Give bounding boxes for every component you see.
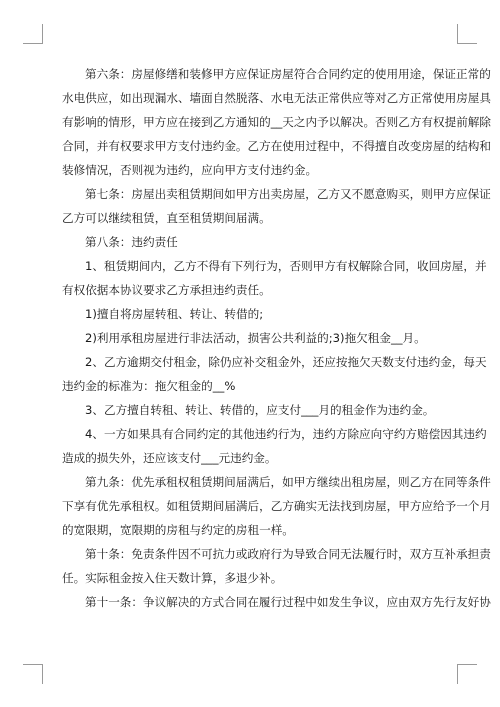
text-line: 乙方可以继续租赁，直至租赁期间届满。 bbox=[62, 211, 271, 225]
crop-mark-top-right bbox=[457, 43, 477, 44]
text-line: 第十条：免责条件因不可抗力或政府行为导致合同无法履行时，双方互补承担责 bbox=[85, 547, 491, 561]
text-line: 水电供应，如出现漏水、墙面自然脱落、水电无法正常供应等对乙方正常使用房屋具 bbox=[62, 91, 491, 105]
crop-mark-bottom-left bbox=[23, 664, 43, 665]
clause-11 bbox=[62, 594, 491, 610]
clause-8-item-2 bbox=[62, 354, 487, 394]
clause-10 bbox=[62, 546, 491, 586]
text-line: 合同，并有权要求甲方支付违约金。乙方在使用过程中，不得擅自改变房屋的结构和 bbox=[62, 139, 491, 153]
contract-text bbox=[62, 66, 491, 610]
crop-mark-top-left bbox=[23, 43, 43, 44]
text-line: 的宽限期，宽限期的房租与约定的房租一样。 bbox=[62, 523, 294, 537]
clause-6 bbox=[62, 66, 491, 178]
clause-8-heading bbox=[62, 234, 446, 250]
clause-8-subitem-1 bbox=[62, 306, 446, 322]
clause-8-item-1 bbox=[62, 258, 487, 298]
clause-8-item-3 bbox=[62, 402, 446, 418]
text-line: 第六条：房屋修缮和装修甲方应保证房屋符合合同约定的使用用途，保证正常的 bbox=[85, 67, 491, 81]
text-line: 第七条：房屋出卖租赁期间如甲方出卖房屋，乙方又不愿意购买，则甲方应保证 bbox=[85, 187, 491, 201]
text-line: 装修情况，否则视为违约，应向甲方支付违约金。 bbox=[62, 163, 318, 177]
text-line: 2、乙方逾期交付租金，除仍应补交租金外，还应按拖欠天数支付违约金，每天 bbox=[85, 355, 487, 369]
crop-mark-top-right bbox=[457, 24, 458, 44]
text-line: 有影响的情形，甲方应在接到乙方通知的__天之内予以解决。否则乙方有权提前解除 bbox=[62, 115, 491, 129]
text-line: 4、一方如果具有合同约定的其他违约行为，违约方除应向守约方赔偿因其违约 bbox=[85, 427, 487, 441]
clause-9 bbox=[62, 474, 491, 538]
text-line: 第十一条：争议解决的方式合同在履行过程中如发生争议，应由双方先行友好协 bbox=[85, 595, 491, 609]
crop-mark-bottom-right bbox=[457, 664, 458, 684]
text-line: 任。实际租金按入住天数计算，多退少补。 bbox=[62, 571, 283, 585]
text-line: 下享有优先承租权。如租赁期间届满后，乙方确实无法找到房屋，甲方应给予一个月 bbox=[62, 499, 491, 513]
text-line: 造成的损失外，还应该支付___元违约金。 bbox=[62, 451, 277, 465]
text-line: 3、乙方擅自转租、转让、转借的，应支付___月的租金作为违约金。 bbox=[85, 403, 435, 417]
text-line: 违约金的标准为：拖欠租金的__% bbox=[62, 379, 236, 393]
crop-mark-bottom-left bbox=[42, 664, 43, 684]
clause-8-item-4 bbox=[62, 426, 487, 466]
text-line: 第九条：优先承租权租赁期间届满后，如甲方继续出租房屋，则乙方在同等条件 bbox=[85, 475, 491, 489]
crop-mark-top-left bbox=[42, 24, 43, 44]
text-line: 1)擅自将房屋转租、转让、转借的; bbox=[85, 307, 264, 321]
text-line: 2)利用承租房屋进行非法活动，损害公共利益的;3)拖欠租金__月。 bbox=[85, 331, 426, 345]
text-line: 第八条：违约责任 bbox=[85, 235, 178, 249]
crop-mark-bottom-right bbox=[457, 664, 477, 665]
clause-8-subitem-2 bbox=[62, 330, 446, 346]
text-line: 有权依据本协议要求乙方承担违约责任。 bbox=[62, 283, 271, 297]
clause-7 bbox=[62, 186, 491, 226]
text-line: 1、租赁期间内，乙方不得有下列行为，否则甲方有权解除合同，收回房屋，并 bbox=[85, 259, 487, 273]
